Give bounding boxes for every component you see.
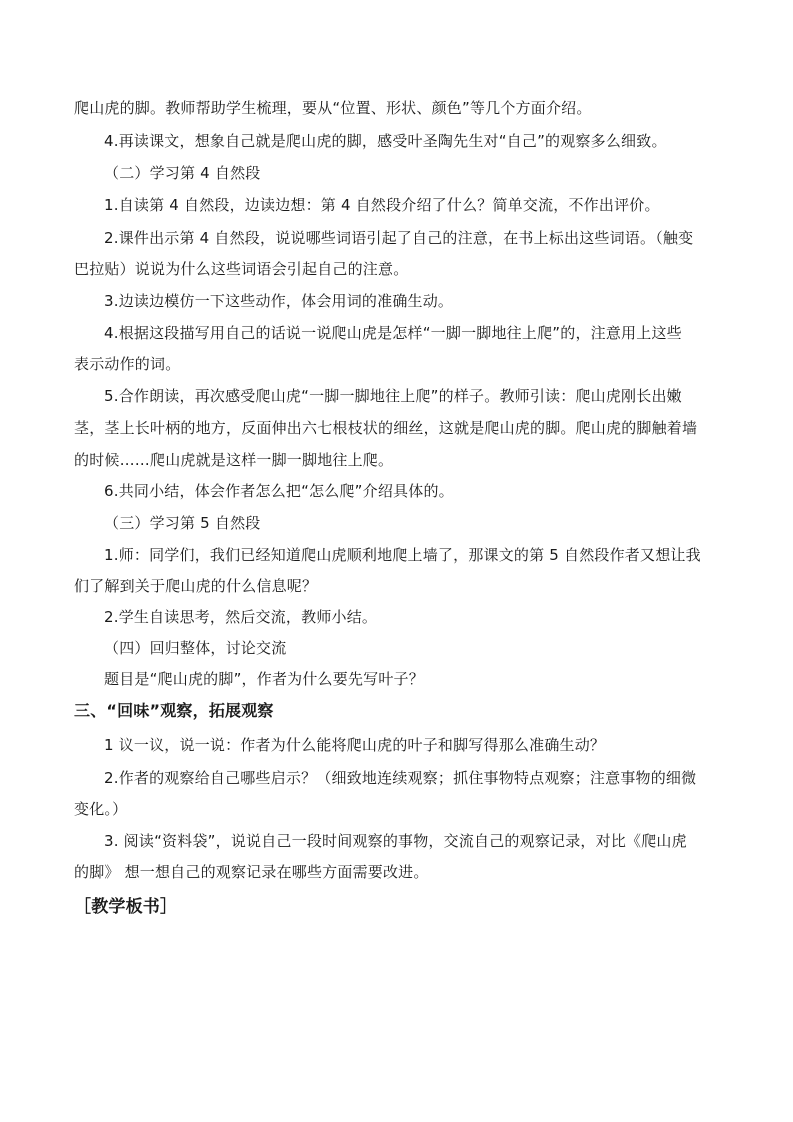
section-heading: 三、“回味”观察，拓展观察	[74, 701, 274, 720]
paragraph-line: 题目是“爬山虎的脚”，作者为什么要先写叶子？	[104, 670, 424, 688]
paragraph-line: 3.边读边模仿一下这些动作，体会用词的准确生动。	[104, 292, 454, 310]
paragraph-line: 变化。）	[74, 800, 128, 818]
paragraph-line: 1 议一议，说一说：作者为什么能将爬山虎的叶子和脚写得那么准确生动？	[104, 736, 606, 754]
paragraph-line: 4.根据这段描写用自己的话说一说爬山虎是怎样“一脚一脚地往上爬”的，注意用上这些	[104, 324, 682, 342]
paragraph-line: 2.课件出示第 4 自然段，说说哪些词语引起了自己的注意，在书上标出这些词语。（触变	[104, 229, 694, 247]
board-heading: ［教学板书］	[74, 897, 178, 917]
paragraph-line: 的脚》 想一想自己的观察记录在哪些方面需要改进。	[74, 863, 429, 881]
paragraph-line: 6.共同小结，体会作者怎么把“怎么爬”介绍具体的。	[104, 482, 454, 500]
paragraph-line: 表示动作的词。	[74, 355, 181, 373]
section-subheading: （二）学习第 4 自然段	[104, 164, 261, 182]
paragraph-line: 1.师：同学们，我们已经知道爬山虎顺利地爬上墙了，那课文的第 5 自然段作者又想让我	[104, 546, 701, 564]
paragraph-line: 4.再读课文，想象自己就是爬山虎的脚，感受叶圣陶先生对“自己”的观察多么细致。	[104, 132, 667, 150]
paragraph-line: 们了解到关于爬山虎的什么信息呢？	[74, 577, 318, 595]
paragraph-line: 的时候……爬山虎就是这样一脚一脚地往上爬。	[74, 451, 394, 469]
paragraph-line: 5.合作朗读，再次感受爬山虎“一脚一脚地往上爬”的样子。教师引读：爬山虎刚长出嫩	[104, 387, 682, 405]
section-subheading: （三）学习第 5 自然段	[104, 514, 261, 532]
paragraph-line: 3. 阅读“资料袋”，说说自己一段时间观察的事物，交流自己的观察记录，对比《爬山虎	[104, 832, 687, 850]
paragraph-line: 茎，茎上长叶柄的地方，反面伸出六七根枝状的细丝，这就是爬山虎的脚。爬山虎的脚触着墙	[74, 419, 698, 437]
paragraph-line: 巴拉贴）说说为什么这些词语会引起自己的注意。	[74, 260, 409, 278]
section-subheading: （四）回归整体，讨论交流	[104, 639, 287, 657]
paragraph-line: 2.学生自读思考，然后交流，教师小结。	[104, 608, 378, 626]
paragraph-line: 1.自读第 4 自然段，边读边想：第 4 自然段介绍了什么？简单交流，不作出评价。	[104, 196, 660, 214]
paragraph-line: 爬山虎的脚。教师帮助学生梳理，要从“位置、形状、颜色”等几个方面介绍。	[74, 99, 592, 117]
paragraph-line: 2.作者的观察给自己哪些启示？（细致地连续观察；抓住事物特点观察；注意事物的细微	[104, 769, 697, 787]
